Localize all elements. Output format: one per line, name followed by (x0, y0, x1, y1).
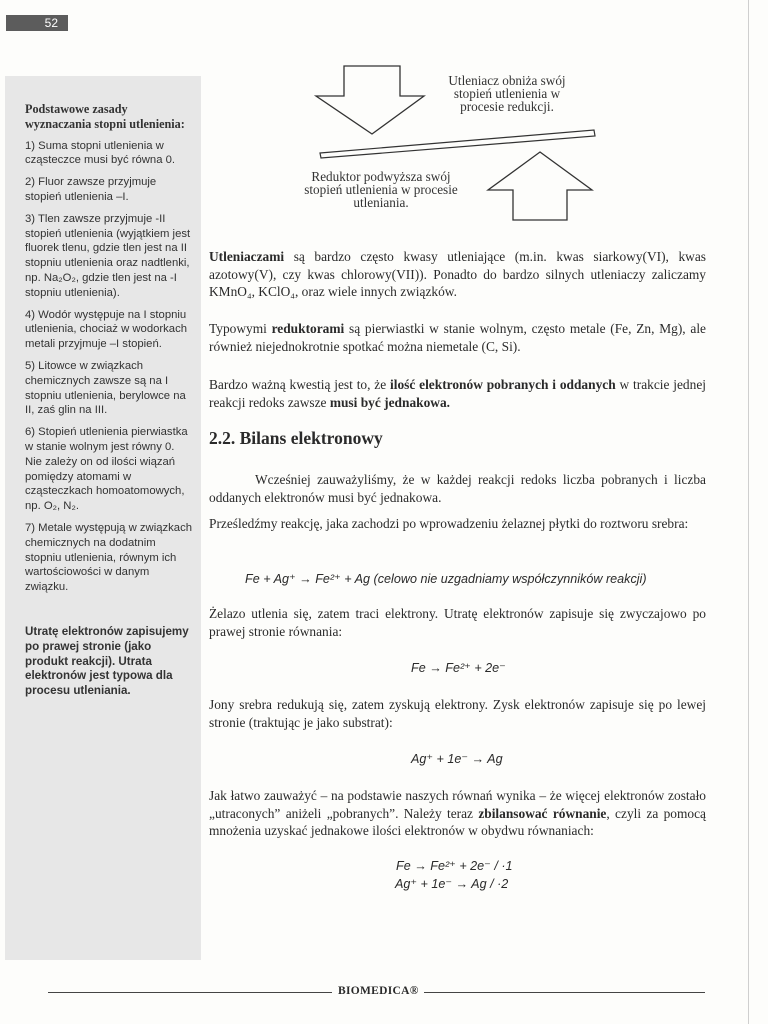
equation-overall: Fe + Ag⁺ → Fe²⁺ + Ag (celowo nie uzgadniamy współczynników reakcji) (245, 572, 647, 586)
sidebar-rule-6: 6) Stopień utlenienia pierwiastka w stanie wolnym jest równy 0. Nie zależy on od ilości wiązań pomiędzy atomami w cząsteczkach homoatomowych, np. O₂, N₂. (25, 426, 188, 513)
sidebar-rule-1: 1) Suma stopni utlenienia w cząsteczce musi być równa 0. (25, 139, 176, 167)
equation-iron-multiplied: Fe → Fe²⁺ + 2e⁻ / ·1 (396, 859, 513, 873)
p3-text-b: w trakcie jednej reakcji redoks zawsze (209, 377, 706, 410)
oxidizer-label: Utleniacz obniża swój stopień utlenienia w procesie redukcji. (448, 73, 566, 114)
p2-text-b: są pierwiastki w stanie wolnym, często metale (Fe, Zn, Mg), ale również niejednokrotnie spotkać można niemetale (C, Si). (209, 321, 706, 354)
p3-text-a: Bardzo ważną kwestią jest to, że (209, 377, 391, 392)
p8-text-a: Jak łatwo zauważyć – na podstawie naszych równań wynika – że więcej elektronów zostało „utraconych” aniżeli „pobranych”. Należy teraz (209, 788, 706, 821)
p8-text-b: , czyli za pomocą mnożenia uzyskać jednakowe ilości elektronów w obydwu równaniach: (209, 805, 706, 838)
paragraph-silver-reduction: Jony srebra redukują się, zatem zyskują elektrony. Zysk elektronów zapisuje się po lewej stronie (traktując je jako substrat): (209, 697, 706, 730)
sidebar-rule-4: 4) Wodór występuje na I stopniu utlenienia, chociaż w wodorkach metali przyjmuje –I stopień. (25, 308, 188, 351)
sidebar-rule-7: 7) Metale występują w związkach chemicznych na dodatnim stopniu utlenienia, równym ich wartościowości w danym związku. (25, 521, 193, 594)
page-number: 52 (6, 15, 68, 31)
paragraph-reaction-intro: Prześledźmy reakcję, jaka zachodzi po wprowadzeniu żelaznej płytki do roztworu srebra: (209, 516, 689, 531)
paragraph-electron-equality (209, 376, 706, 411)
up-arrow-icon (488, 152, 592, 220)
sidebar-rule-2: 2) Fluor zawsze przyjmuje stopień utlenienia –I. (25, 176, 157, 203)
p2-text-a: Typowymi (209, 321, 272, 336)
term-reducers: reduktorami (271, 321, 345, 336)
paragraph-reducers (209, 320, 706, 355)
page-edge-rule (748, 0, 749, 1024)
paragraph-balancing (209, 787, 706, 840)
paragraph-intro: Wcześniej zauważyliśmy, że w każdej reakcji redoks liczba pobranych i liczba oddanych elektronów musi być jednakowa. (209, 472, 706, 505)
equation-silver: Ag⁺ + 1e⁻ → Ag (411, 752, 503, 766)
sidebar-note: Utratę elektronów zapisujemy po prawej stronie (jako produkt reakcji). Utrata elektronów jest typowa dla procesu utleniania. (25, 624, 189, 698)
term-balance: zbilansować równanie (478, 805, 607, 821)
term-oxidizers: Utleniaczami (209, 249, 285, 264)
footer-rule-left (48, 992, 332, 993)
sidebar-rule-5: 5) Litowce w związkach chemicznych zawsze są na I stopniu utlenienia, berylowce na II, zaś glin na III. (25, 359, 186, 417)
down-arrow-icon (316, 66, 424, 134)
paragraph-iron-oxidation: Żelazo utlenia się, zatem traci elektrony. Utratę elektronów zapisuje się zwyczajowo po prawej stronie równania: (209, 606, 706, 639)
p1-text: są bardzo często kwasy utleniające (m.in. kwas siarkowy(VI), kwas azotowy(V), czy kwas chlorowy(VII)). Ponadto do bardzo silnych utleniaczy zaliczamy KMnO₄, KClO₄, oraz wiele innych związków. (209, 249, 706, 299)
section-heading: 2.2. Bilans elektronowy (209, 428, 383, 448)
paragraph-oxidizers (209, 248, 706, 301)
reducer-label: Reduktor podwyższa swój stopień utlenienia w procesie utleniania. (304, 169, 458, 210)
p3-bold-b: musi być jednakowa. (329, 394, 450, 410)
footer-brand: BIOMEDICA® (338, 985, 419, 997)
balance-beam (320, 130, 595, 158)
equation-iron: Fe → Fe²⁺ + 2e⁻ (411, 661, 506, 675)
sidebar-title: Podstawowe zasady wyznaczania stopni utlenienia: (25, 102, 185, 131)
p3-bold-a: ilość elektronów pobranych i oddanych (390, 377, 616, 392)
equation-silver-multiplied: Ag⁺ + 1e⁻ → Ag / ·2 (395, 877, 509, 891)
sidebar-rules (5, 76, 201, 960)
redox-diagram (300, 58, 610, 228)
footer-rule-right (424, 992, 705, 993)
sidebar-rule-3: 3) Tlen zawsze przyjmuje -II stopień utlenienia (wyjątkiem jest fluorek tlenu, gdzie tlen jest na II stopniu utlenienia oraz nadtlenki, np. Na₂O₂, gdzie tlen jest na -I stopniu utlenienia). (25, 212, 191, 299)
